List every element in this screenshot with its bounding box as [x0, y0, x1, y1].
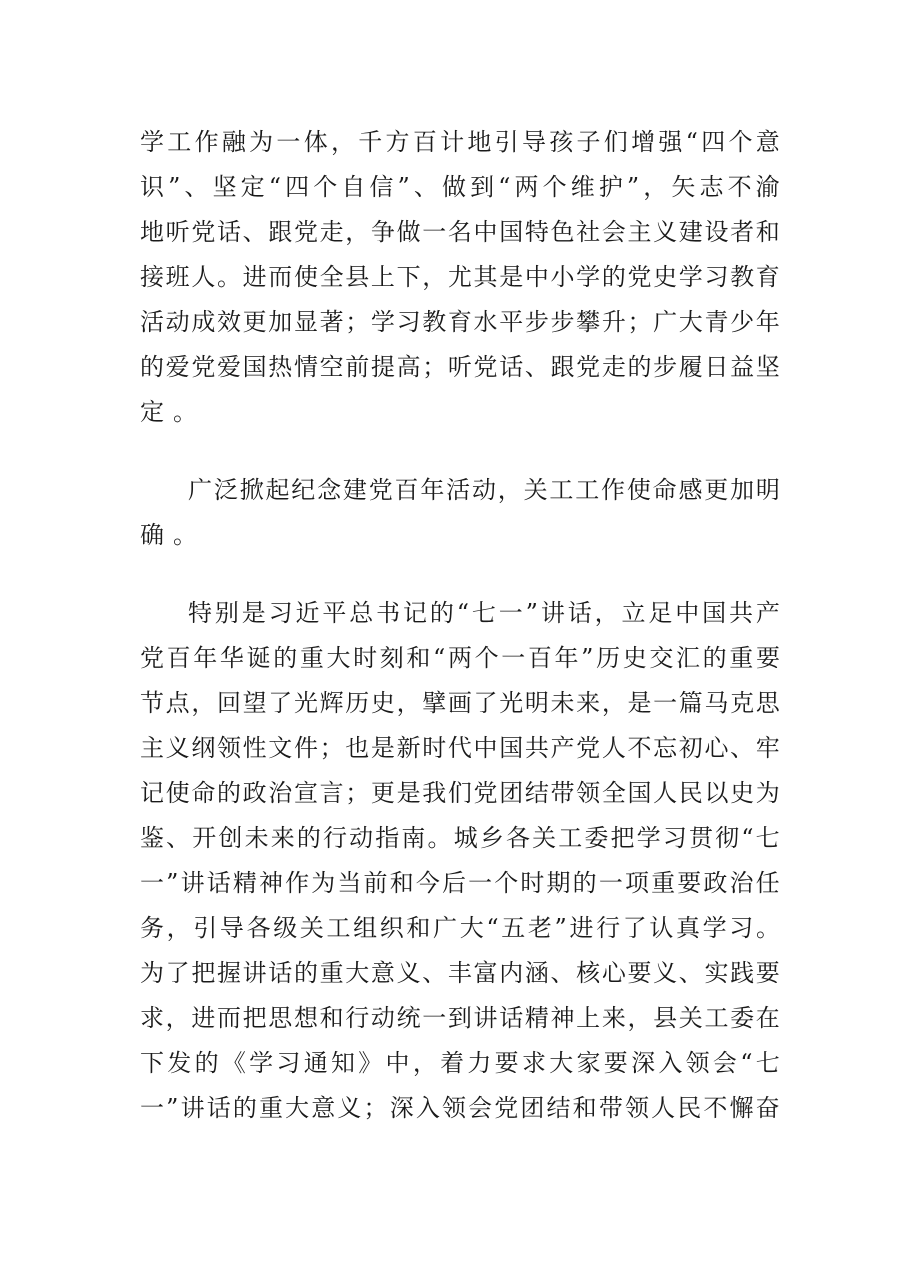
text-line: 下 发 的 《 学 习 通 知 》 中 ， 着 力 要 求 大 家 要 深 入 领 会 “ 七 [140, 1049, 780, 1077]
text-line: 一 ” 讲 话 精 神 作 为 当 前 和 今 后 一 个 时 期 的 一 项 重 要 政 治 任 [140, 869, 780, 897]
text-line: 确。 [140, 521, 206, 549]
text-line: 务 ， 引 导 各 级 关 工 组 织 和 广 大 “ 五 老 ” 进 行 了 认 真 学 习 。 [140, 914, 780, 942]
paragraph-gap [140, 558, 780, 591]
text-line: 特 别 是 习 近 平 总 书 记 的 “ 七 一 ” 讲 话 ， 立 足 中 国 共 产 [188, 599, 780, 627]
text-line: 接 班 人 。 进 而 使 全 县 上 下 ， 尤 其 是 中 小 学 的 党 史 学 习 教 育 [140, 263, 780, 291]
text-line: 定。 [140, 398, 206, 426]
text-line: 求 ， 进 而 把 思 想 和 行 动 统 一 到 讲 话 精 神 上 来 ， 县 关 工 委 在 [140, 1004, 780, 1032]
text-line: 活 动 成 效 更 加 显 著 ； 学 习 教 育 水 平 步 步 攀 升 ； 广 大 青 少 年 [140, 308, 780, 336]
text-line: 的 爱 党 爱 国 热 情 空 前 提 高 ； 听 党 话 、 跟 党 走 的 步 履 日 益 坚 [140, 353, 780, 381]
paragraph [140, 591, 780, 1131]
paragraph-gap [140, 435, 780, 468]
text-line: 识 ” 、 坚 定 “ 四 个 自 信 ” 、 做 到 “ 两 个 维 护 ” ， 矢 志 不 渝 [140, 173, 780, 201]
paragraph [140, 468, 780, 558]
text-line: 党 百 年 华 诞 的 重 大 时 刻 和 “ 两 个 一 百 年 ” 历 史 交 汇 的 重 要 [140, 644, 780, 672]
text-line: 广 泛 掀 起 纪 念 建 党 百 年 活 动 ， 关 工 工 作 使 命 感 更 加 明 [188, 476, 780, 504]
text-line: 学 工 作 融 为 一 体 ， 千 方 百 计 地 引 导 孩 子 们 增 强 “ 四 个 意 [140, 128, 780, 156]
text-line: 记 使 命 的 政 治 宣 言 ； 更 是 我 们 党 团 结 带 领 全 国 人 民 以 史 为 [140, 779, 780, 807]
text-line: 地 听 党 话 、 跟 党 走 ， 争 做 一 名 中 国 特 色 社 会 主 义 建 设 者 和 [140, 218, 780, 246]
text-line: 主 义 纲 领 性 文 件 ； 也 是 新 时 代 中 国 共 产 党 人 不 忘 初 心 、 牢 [140, 734, 780, 762]
text-line: 为 了 把 握 讲 话 的 重 大 意 义 、 丰 富 内 涵 、 核 心 要 义 、 实 践 要 [140, 959, 780, 987]
text-line: 一 ” 讲 话 的 重 大 意 义 ； 深 入 领 会 党 团 结 和 带 领 人 民 不 懈 奋 [140, 1094, 780, 1122]
text-line: 鉴 、 开 创 未 来 的 行 动 指 南 。 城 乡 各 关 工 委 把 学 习 贯 彻 “ 七 [140, 824, 780, 852]
paragraph [140, 120, 780, 435]
text-line: 节 点 ， 回 望 了 光 辉 历 史 ， 擘 画 了 光 明 未 来 ， 是 一 篇 马 克 思 [140, 689, 780, 717]
document-body [140, 120, 780, 1131]
